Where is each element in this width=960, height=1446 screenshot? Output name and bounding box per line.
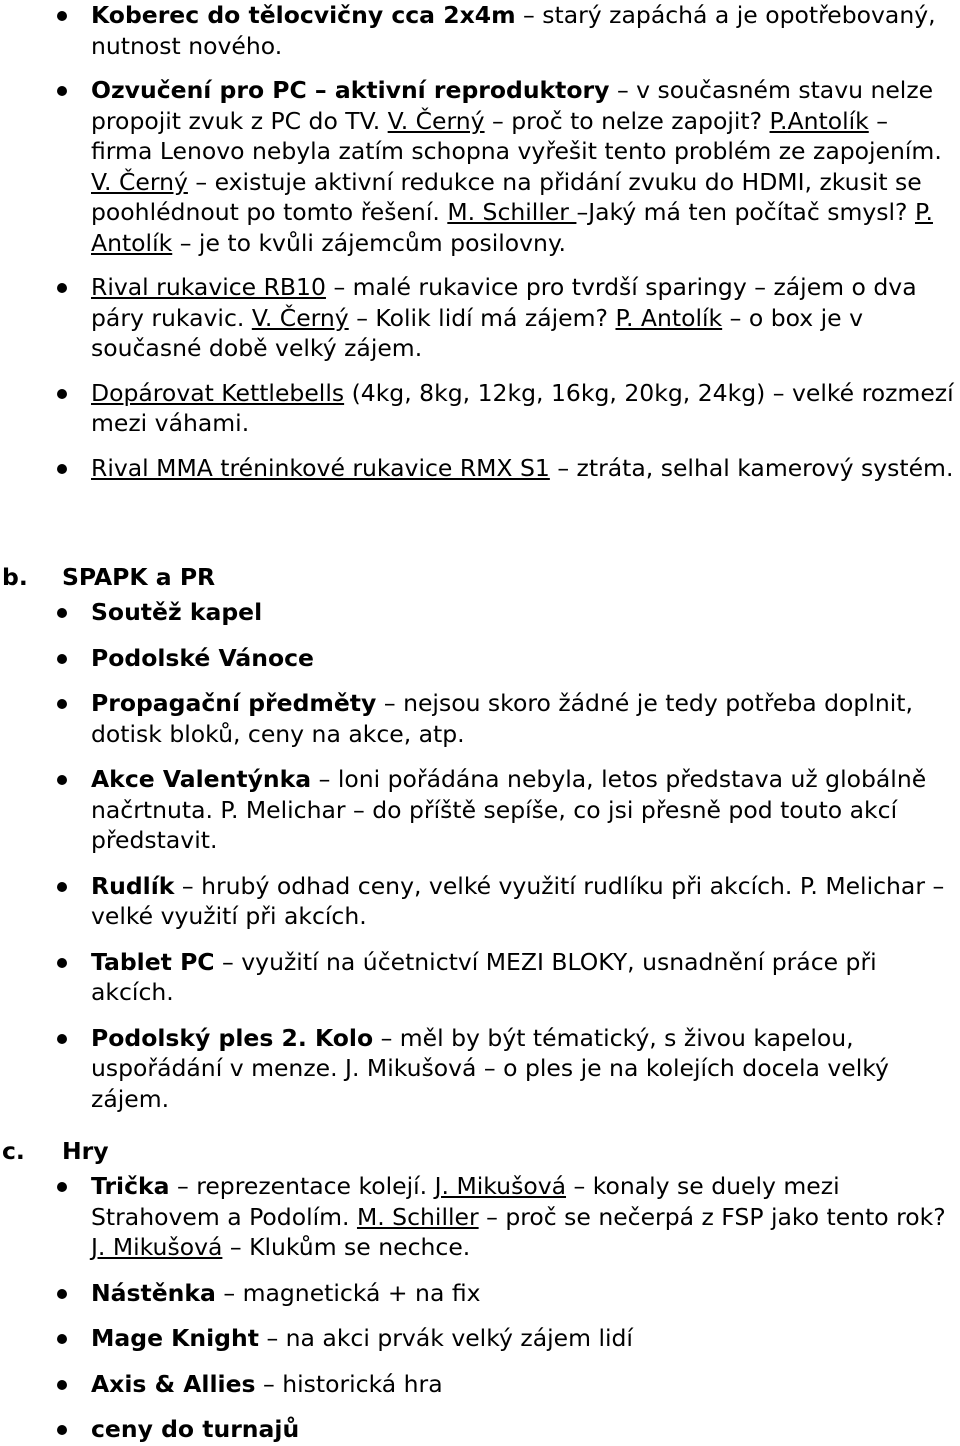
list-item xyxy=(0,75,960,258)
item-text: – proč to nelze zapojit? xyxy=(484,106,770,135)
list-item xyxy=(0,688,960,749)
bold-text: Rudlík xyxy=(91,871,175,900)
item-text: – hrubý odhad ceny, velké využití rudlíku při akcích. P. Melichar – velké využití při akcích. xyxy=(91,871,945,930)
item-text: – nejsou skoro žádné je tedy potřeba doplnit, dotisk bloků, ceny na akce, atp. xyxy=(91,689,913,748)
underlined-link[interactable]: Rival rukavice RB10 xyxy=(91,273,326,301)
section-c-letter: c. xyxy=(2,1137,25,1165)
spapk-pr-list xyxy=(0,597,960,1114)
bullet-icon xyxy=(57,389,67,399)
bullet-icon xyxy=(57,699,67,709)
bullet-icon xyxy=(57,464,67,474)
bullet-icon xyxy=(57,283,67,293)
equipment-list xyxy=(0,0,960,483)
underlined-link[interactable]: P. Antolík xyxy=(615,303,723,332)
games-list xyxy=(0,1171,960,1445)
list-item xyxy=(0,1323,960,1354)
item-text: – existuje aktivní redukce na přidání zvuku do HDMI, zkusit se poohlédnout po tomto řešení. xyxy=(91,167,922,226)
item-text: – magnetická + na fix xyxy=(215,1278,481,1307)
list-item xyxy=(0,0,960,61)
bullet-icon xyxy=(57,654,67,664)
section-b-title: SPAPK a PR xyxy=(62,563,216,591)
list-item xyxy=(0,453,960,484)
underlined-link[interactable]: M. Schiller xyxy=(447,198,577,226)
item-text: – reprezentace kolejí. xyxy=(169,1172,435,1200)
item-text: – proč se nečerpá z FSP jako tento rok? xyxy=(478,1202,946,1231)
bold-text: Axis & Allies xyxy=(91,1369,256,1398)
underlined-link[interactable]: P. Antolík xyxy=(91,198,933,257)
bullet-icon xyxy=(57,1425,67,1435)
bold-text: Koberec do tělocvičny cca 2x4m xyxy=(91,1,516,29)
bullet-icon xyxy=(57,882,67,892)
bullet-icon xyxy=(57,1289,67,1299)
item-text: – ztráta, selhal kamerový systém. xyxy=(549,453,954,482)
underlined-link[interactable]: V. Černý xyxy=(91,167,188,196)
bold-text: Mage Knight xyxy=(91,1324,259,1352)
bullet-icon xyxy=(57,1034,67,1044)
list-item xyxy=(0,1171,960,1263)
underlined-link[interactable]: J. Mikušová xyxy=(434,1172,567,1200)
bullet-icon xyxy=(57,1182,67,1192)
bold-text: Podolský ples 2. Kolo xyxy=(91,1023,374,1052)
bullet-icon xyxy=(57,958,67,968)
bold-text: Nástěnka xyxy=(91,1278,216,1307)
item-text: – starý zapáchá a je opotřebovaný, nutnost nového. xyxy=(91,1,936,60)
section-c-heading xyxy=(0,1133,960,1169)
list-item xyxy=(0,871,960,932)
underlined-link[interactable]: J. Mikušová xyxy=(91,1233,223,1261)
list-item xyxy=(0,1369,960,1400)
item-text: – loni pořádána nebyla, letos představa už globálně načrtnuta. P. Melichar – do příště sepíše, co jsi přesně pod touto akcí představit. xyxy=(91,765,927,854)
bullet-icon xyxy=(57,11,67,21)
bullet-icon xyxy=(57,1380,67,1390)
item-text: – měl by být tématický, s živou kapelou, uspořádání v menze. J. Mikušová – o ples je na kolejích docela velký zájem. xyxy=(91,1023,889,1113)
list-item xyxy=(0,1278,960,1309)
bullet-icon xyxy=(57,86,67,96)
item-text: – využití na účetnictví MEZI BLOKY, usnadnění práce při akcích. xyxy=(91,947,877,1006)
bold-text: Akce Valentýnka xyxy=(91,765,312,793)
item-text: – Klukům se nechce. xyxy=(222,1233,471,1261)
section-b-letter: b. xyxy=(2,563,28,591)
item-text: – na akci prvák velký zájem lidí xyxy=(258,1324,633,1352)
list-item xyxy=(0,272,960,364)
list-item xyxy=(0,378,960,439)
list-item xyxy=(0,947,960,1008)
underlined-link[interactable]: Antolík xyxy=(787,106,869,135)
item-text: – o box je v současné době velký zájem. xyxy=(91,303,864,362)
list-item xyxy=(0,1023,960,1115)
item-text: – historická hra xyxy=(255,1369,443,1398)
bold-text: Trička xyxy=(91,1172,170,1200)
bullet-icon xyxy=(57,775,67,785)
bold-text: Tablet PC xyxy=(91,947,215,976)
underlined-link[interactable]: V. Černý xyxy=(251,303,349,332)
bold-text: Propagační předměty xyxy=(91,689,377,717)
underlined-link[interactable]: M. Schiller xyxy=(356,1202,479,1231)
list-item xyxy=(0,764,960,856)
underlined-link[interactable]: V. Černý xyxy=(387,106,485,135)
underlined-link[interactable]: Dopárovat Kettlebells xyxy=(91,378,345,407)
section-b-heading xyxy=(0,559,960,595)
list-item xyxy=(0,643,960,674)
item-text: – Kolik lidí má zájem? xyxy=(348,303,616,332)
bullet-icon xyxy=(57,1334,67,1344)
item-text: (4kg, 8kg, 12kg, 16kg, 20kg, 24kg) – velké rozmezí mezi váhami. xyxy=(91,378,954,437)
list-item xyxy=(0,597,960,628)
underlined-link[interactable]: Rival MMA tréninkové rukavice RMX S1 xyxy=(91,453,550,482)
bold-text: Podolské Vánoce xyxy=(91,643,314,672)
item-text: – firma Lenovo nebyla zatím schopna vyřešit tento problém ze zapojením. xyxy=(91,106,942,165)
bold-text: ceny do turnajů xyxy=(91,1415,300,1443)
bold-text: Soutěž kapel xyxy=(91,598,263,626)
bold-text: Ozvučení pro PC – aktivní reproduktory xyxy=(91,76,610,104)
list-item xyxy=(0,1414,960,1445)
item-text: – konaly se duely mezi Strahovem a Podolím. xyxy=(91,1172,840,1231)
item-text: –Jaký má ten počítač smysl? xyxy=(576,198,915,226)
bullet-icon xyxy=(57,608,67,618)
item-text: – malé rukavice pro tvrdší sparingy – zájem o dva páry rukavic. xyxy=(91,273,917,332)
item-text: – v současném stavu nelze propojit zvuk z PC do TV. xyxy=(91,76,934,135)
section-c-title: Hry xyxy=(62,1137,109,1165)
underlined-link[interactable]: P. xyxy=(769,106,788,135)
item-text: – je to kvůli zájemcům posilovny. xyxy=(172,228,566,257)
